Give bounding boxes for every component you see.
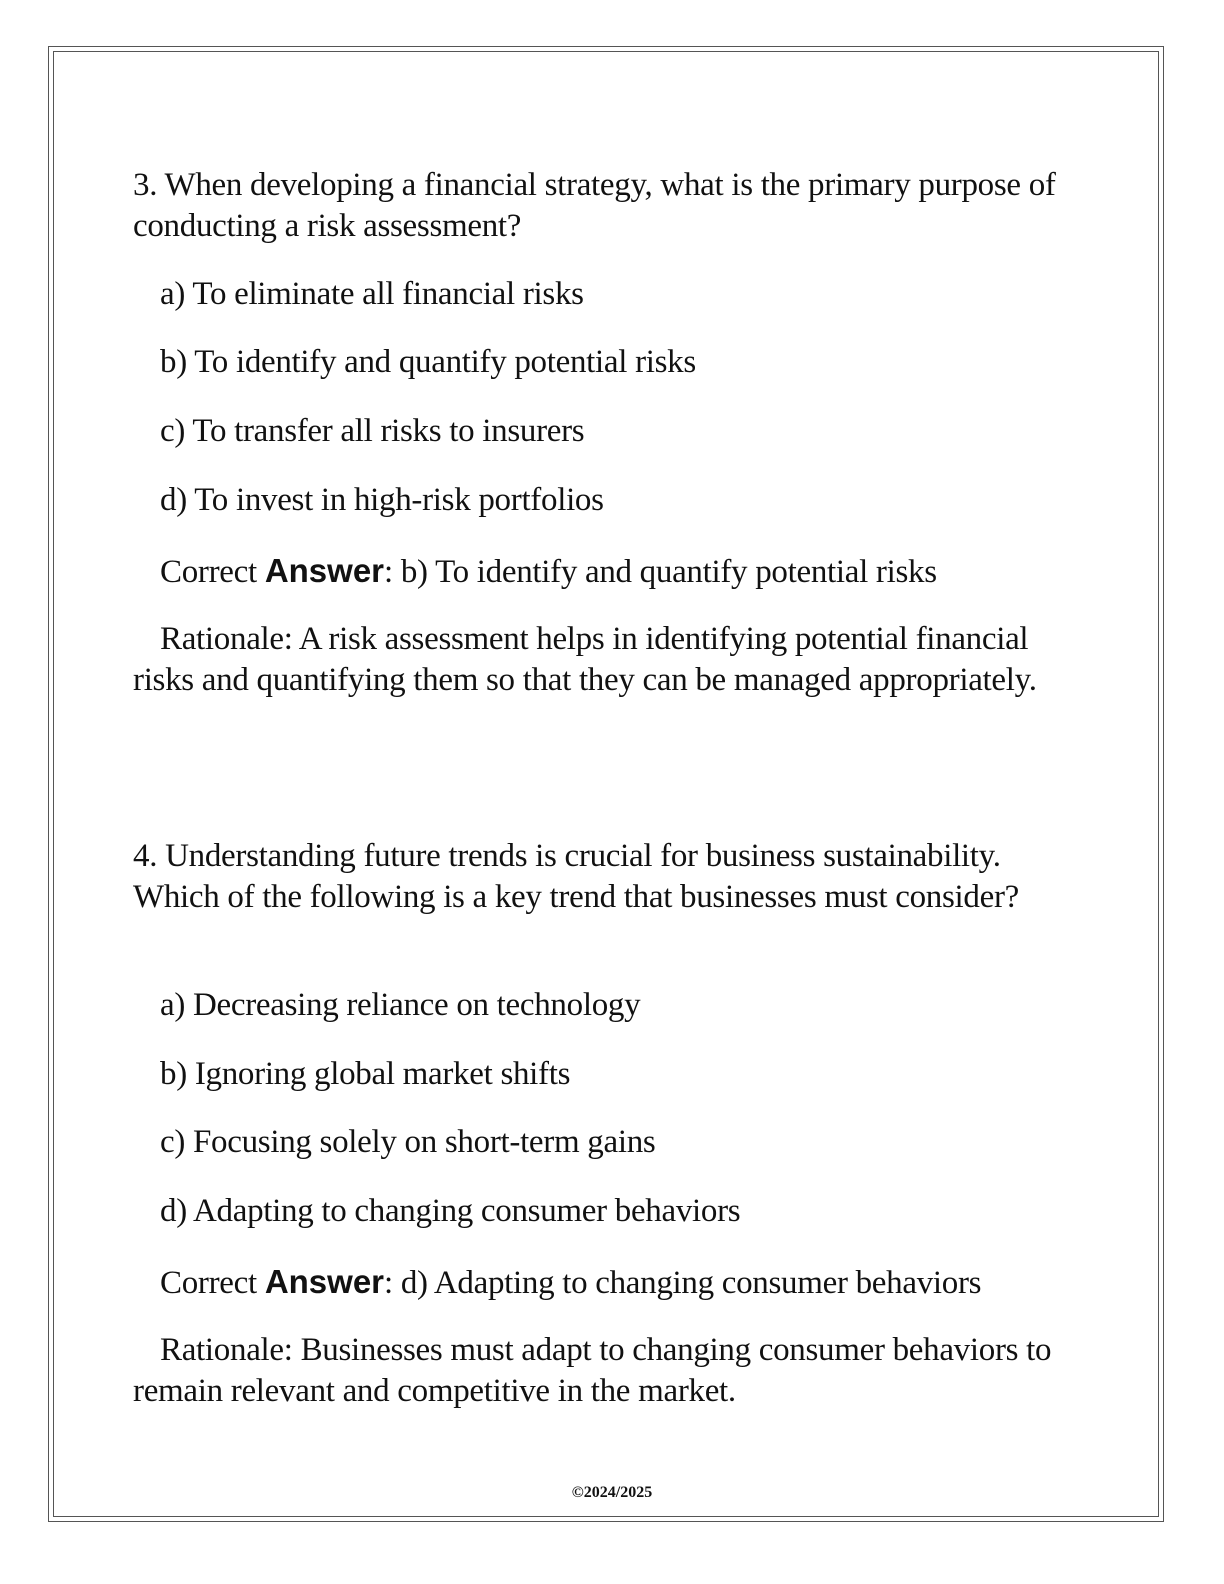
copyright-footer: ©2024/2025 bbox=[571, 1484, 653, 1501]
correct-prefix: Correct bbox=[160, 1265, 265, 1301]
correct-value: : b) To identify and quantify potential risks bbox=[384, 554, 937, 590]
question-3-option-b: b) To identify and quantify potential risks bbox=[160, 344, 696, 380]
question-3-option-d: d) To invest in high-risk portfolios bbox=[160, 482, 604, 518]
question-4-option-b: b) Ignoring global market shifts bbox=[160, 1056, 571, 1092]
answer-word: Answer bbox=[264, 552, 385, 589]
question-3-option-a: a) To eliminate all financial risks bbox=[160, 276, 584, 312]
question-3-correct-answer bbox=[133, 550, 1093, 593]
question-4-option-a: a) Decreasing reliance on technology bbox=[160, 987, 641, 1023]
question-3-stem: 3. When developing a financial strategy, what is the primary purpose of conducting a risk assessment? bbox=[133, 167, 1056, 244]
question-4-option-c: c) Focusing solely on short-term gains bbox=[160, 1124, 656, 1160]
correct-value: : d) Adapting to changing consumer behaviors bbox=[384, 1265, 982, 1301]
question-4-option-d: d) Adapting to changing consumer behaviors bbox=[160, 1193, 741, 1229]
question-4-correct-answer bbox=[133, 1261, 1093, 1304]
question-3-rationale: Rationale: A risk assessment helps in identifying potential financial risks and quantifying them so that they can be managed appropriately. bbox=[133, 621, 1037, 698]
answer-word: Answer bbox=[264, 1263, 385, 1300]
question-3-option-c: c) To transfer all risks to insurers bbox=[160, 413, 585, 449]
question-4-stem: 4. Understanding future trends is crucial for business sustainability. Which of the following is a key trend that businesses must consider? bbox=[133, 838, 1019, 915]
question-4-rationale: Rationale: Businesses must adapt to changing consumer behaviors to remain relevant and competitive in the market. bbox=[133, 1332, 1052, 1409]
correct-prefix: Correct bbox=[160, 554, 265, 590]
